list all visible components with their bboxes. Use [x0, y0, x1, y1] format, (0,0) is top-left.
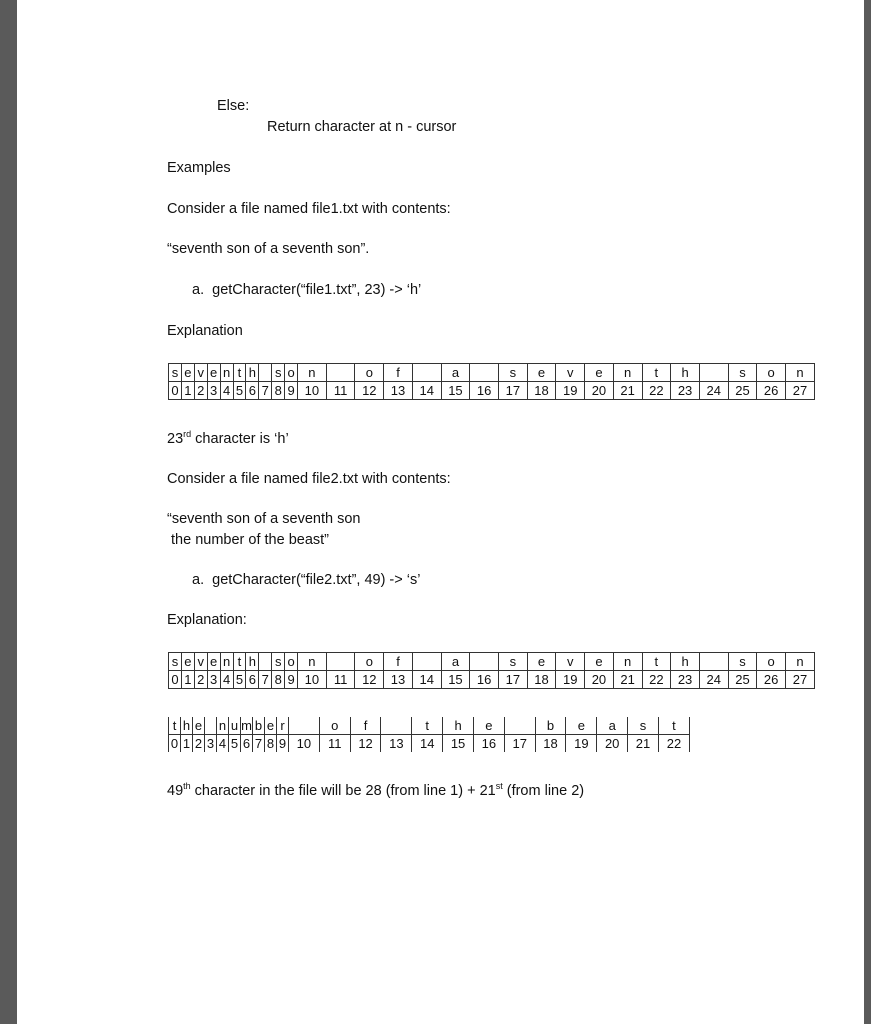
- table1-char-cell: [699, 364, 728, 382]
- table1-index-cell: 5: [233, 382, 246, 400]
- table1-index-cell: 17: [498, 382, 527, 400]
- example2-content-line2: the number of the beast”: [167, 532, 330, 548]
- table1-index-cell: 7: [259, 382, 272, 400]
- else-label: Else:: [217, 98, 250, 114]
- table3-index-cell: 19: [566, 735, 597, 753]
- example1-result-text: character is ‘h’: [191, 431, 289, 447]
- table3-index-cell: 22: [658, 735, 689, 753]
- table1-index-cell: 8: [272, 382, 285, 400]
- table2-index-cell: 4: [220, 671, 233, 689]
- table1-char-cell: o: [355, 364, 384, 382]
- example2-explanation-label: Explanation:: [167, 612, 247, 628]
- table3-index-cell: 3: [205, 735, 217, 753]
- table3-char-cell: n: [217, 717, 229, 735]
- return-line: Return character at n - cursor: [267, 119, 457, 135]
- example2-result-text: character in the file will be 28 (from line 1) + 21: [190, 783, 496, 799]
- table3-index-cell: 5: [229, 735, 241, 753]
- table1-char-cell: n: [613, 364, 642, 382]
- table2-char-cell: v: [194, 653, 207, 671]
- table2-char-cell: t: [642, 653, 671, 671]
- table2-char-cell: n: [298, 653, 327, 671]
- table1-char-cell: f: [384, 364, 413, 382]
- table1-char-cell: s: [498, 364, 527, 382]
- table1-index-cell: 22: [642, 382, 671, 400]
- table2-char-cell: [470, 653, 499, 671]
- table3-index-cell: 12: [350, 735, 381, 753]
- table1-index-cell: 20: [585, 382, 614, 400]
- table1-index-cell: 16: [470, 382, 499, 400]
- table1-char-cell: n: [220, 364, 233, 382]
- table3-char-cell: s: [628, 717, 659, 735]
- table3-char-cell: e: [473, 717, 504, 735]
- example1-result-number: 23: [167, 431, 184, 447]
- example2-result: [167, 782, 584, 800]
- table2-char-cell: [259, 653, 272, 671]
- table3-index-cell: 7: [253, 735, 265, 753]
- table3-index-cell: 10: [289, 735, 320, 753]
- table1-char-cell: s: [728, 364, 757, 382]
- table2-index-cell: 17: [498, 671, 527, 689]
- table3-index-cell: 4: [217, 735, 229, 753]
- table3-char-cell: u: [229, 717, 241, 735]
- table3-char-cell: h: [181, 717, 193, 735]
- table2-index-cell: 24: [699, 671, 728, 689]
- table1-index-cell: 24: [699, 382, 728, 400]
- table2-char-cell: o: [355, 653, 384, 671]
- table1-char-cell: s: [272, 364, 285, 382]
- table1-index-cell: 23: [671, 382, 700, 400]
- table2-index-cell: 3: [207, 671, 220, 689]
- table3-index-cell: 21: [628, 735, 659, 753]
- table2-char-cell: [326, 653, 355, 671]
- example1-result: [167, 430, 289, 448]
- table3-index-cell: 16: [473, 735, 504, 753]
- table2-index-cell: 12: [355, 671, 384, 689]
- table1-index-cell: 14: [412, 382, 441, 400]
- table3-index-cell: 6: [241, 735, 253, 753]
- table3-char-cell: e: [193, 717, 205, 735]
- table2-char-cell: o: [757, 653, 786, 671]
- table3-char-cell: m: [241, 717, 252, 733]
- table1-index-cell: 21: [613, 382, 642, 400]
- table2-index-cell: 26: [757, 671, 786, 689]
- table3-char-cell: e: [566, 717, 597, 735]
- table1-index-cell: 19: [556, 382, 585, 400]
- table2-char-cell: e: [585, 653, 614, 671]
- example2-result-suffix2: st: [495, 781, 503, 792]
- table2-index-cell: 13: [384, 671, 413, 689]
- table1-char-cell: [470, 364, 499, 382]
- table2-char-cell: s: [272, 653, 285, 671]
- table2-char-cell: s: [728, 653, 757, 671]
- table2-index-cell: 25: [728, 671, 757, 689]
- table2-index-cell: 15: [441, 671, 470, 689]
- table1-index-cell: 26: [757, 382, 786, 400]
- table3-char-cell: b: [253, 717, 265, 735]
- right-border: [864, 0, 871, 1024]
- table2-char-cell: a: [441, 653, 470, 671]
- table1-char-cell: v: [194, 364, 207, 382]
- table3-char-cell: t: [412, 717, 443, 735]
- table2-index-cell: 1: [181, 671, 194, 689]
- example1-result-suffix: rd: [183, 429, 192, 440]
- table2-char-cell: v: [556, 653, 585, 671]
- table3-index-cell: 8: [265, 735, 277, 753]
- examples-heading: Examples: [167, 160, 231, 176]
- table2-index-cell: 6: [246, 671, 259, 689]
- table2-char-cell: n: [613, 653, 642, 671]
- example2-content-line1: “seventh son of a seventh son: [167, 511, 361, 527]
- example2-result-number: 49: [167, 783, 184, 799]
- example1-content: “seventh son of a seventh son”.: [167, 241, 370, 257]
- table2-char-cell: e: [181, 653, 194, 671]
- left-border: [0, 0, 17, 1024]
- table1-index-cell: 10: [298, 382, 327, 400]
- table3-char-cell: e: [265, 717, 277, 735]
- table1-char-cell: h: [246, 364, 259, 382]
- table1-char-cell: s: [169, 364, 182, 382]
- table3-char-cell: a: [597, 717, 628, 735]
- table2-index-cell: 14: [412, 671, 441, 689]
- table3-char-cell: [504, 717, 535, 735]
- line1-char-table-2: [168, 652, 815, 689]
- table1-char-cell: n: [298, 364, 327, 382]
- table1-char-cell: a: [441, 364, 470, 382]
- table1-char-cell: e: [527, 364, 556, 382]
- table1-char-cell: t: [233, 364, 246, 382]
- table1-index-cell: 15: [441, 382, 470, 400]
- table2-char-cell: [412, 653, 441, 671]
- table3-index-cell: 17: [504, 735, 535, 753]
- table1-index-cell: 9: [285, 382, 298, 400]
- table2-char-cell: n: [786, 653, 815, 671]
- table2-index-cell: 5: [233, 671, 246, 689]
- table3-char-cell: h: [443, 717, 474, 735]
- table3-char-cell: t: [169, 717, 181, 735]
- table2-char-cell: n: [220, 653, 233, 671]
- table2-index-cell: 8: [272, 671, 285, 689]
- example2-result-end: (from line 2): [502, 783, 585, 799]
- table1-char-cell: n: [786, 364, 815, 382]
- table1-char-cell: e: [181, 364, 194, 382]
- example2-intro: Consider a file named file2.txt with contents:: [167, 471, 451, 487]
- table3-char-cell: [381, 717, 412, 735]
- table1-index-cell: 27: [786, 382, 815, 400]
- table1-char-cell: v: [556, 364, 585, 382]
- table2-char-cell: t: [233, 653, 246, 671]
- table1-index-cell: 3: [207, 382, 220, 400]
- table1-char-cell: [259, 364, 272, 382]
- table2-index-cell: 7: [259, 671, 272, 689]
- example2-call: a. getCharacter(“file2.txt”, 49) -> ‘s’: [192, 572, 421, 588]
- example1-call: a. getCharacter(“file1.txt”, 23) -> ‘h’: [192, 282, 422, 298]
- table3-index-cell: 1: [181, 735, 193, 753]
- table2-index-cell: 23: [671, 671, 700, 689]
- table2-index-cell: 11: [326, 671, 355, 689]
- example2-result-suffix: th: [183, 781, 191, 792]
- table2-char-cell: e: [207, 653, 220, 671]
- table2-index-cell: 16: [470, 671, 499, 689]
- table2-index-cell: 22: [642, 671, 671, 689]
- table2-char-cell: h: [246, 653, 259, 671]
- table3-index-cell: 11: [319, 735, 350, 753]
- table3-char-cell: o: [319, 717, 350, 735]
- table1-char-cell: o: [285, 364, 298, 382]
- table1-index-cell: 18: [527, 382, 556, 400]
- table1-char-cell: [412, 364, 441, 382]
- table1-index-cell: 13: [384, 382, 413, 400]
- table1-index-cell: 11: [326, 382, 355, 400]
- table2-char-cell: e: [527, 653, 556, 671]
- table2-index-cell: 9: [285, 671, 298, 689]
- table3-index-cell: 18: [535, 735, 566, 753]
- table2-char-cell: s: [169, 653, 182, 671]
- table2-char-cell: [699, 653, 728, 671]
- table3-char-cell: [289, 717, 320, 735]
- table2-index-cell: 10: [298, 671, 327, 689]
- table1-index-cell: 4: [220, 382, 233, 400]
- table3-index-cell: 14: [412, 735, 443, 753]
- table2-index-cell: 21: [613, 671, 642, 689]
- table3-index-cell: 9: [277, 735, 289, 753]
- table3-char-cell: r: [277, 717, 289, 735]
- table2-index-cell: 27: [786, 671, 815, 689]
- table1-char-cell: h: [671, 364, 700, 382]
- table2-char-cell: o: [285, 653, 298, 671]
- table2-index-cell: 18: [527, 671, 556, 689]
- table1-index-cell: 1: [181, 382, 194, 400]
- table1-char-cell: e: [585, 364, 614, 382]
- example1-explanation-label: Explanation: [167, 323, 243, 339]
- table1-index-cell: 2: [194, 382, 207, 400]
- table2-index-cell: 20: [585, 671, 614, 689]
- table3-index-cell: 20: [597, 735, 628, 753]
- table3-char-cell: t: [658, 717, 689, 735]
- table2-index-cell: 0: [169, 671, 182, 689]
- table1-index-cell: 0: [169, 382, 182, 400]
- line2-char-table: [168, 717, 690, 752]
- table2-char-cell: h: [671, 653, 700, 671]
- table1-char-cell: t: [642, 364, 671, 382]
- table3-char-cell: [205, 717, 217, 735]
- table2-char-cell: f: [384, 653, 413, 671]
- table3-index-cell: 0: [169, 735, 181, 753]
- table1-char-cell: [326, 364, 355, 382]
- example1-intro: Consider a file named file1.txt with contents:: [167, 201, 451, 217]
- table3-char-cell: b: [535, 717, 566, 735]
- table3-char-cell: f: [350, 717, 381, 735]
- line1-char-table: [168, 363, 815, 400]
- table1-index-cell: 12: [355, 382, 384, 400]
- table2-index-cell: 2: [194, 671, 207, 689]
- document-page: [17, 0, 864, 1024]
- table3-index-cell: 2: [193, 735, 205, 753]
- table2-char-cell: s: [498, 653, 527, 671]
- table3-index-cell: 15: [443, 735, 474, 753]
- table2-index-cell: 19: [556, 671, 585, 689]
- table1-char-cell: e: [207, 364, 220, 382]
- table3-index-cell: 13: [381, 735, 412, 753]
- table1-index-cell: 25: [728, 382, 757, 400]
- table1-index-cell: 6: [246, 382, 259, 400]
- table1-char-cell: o: [757, 364, 786, 382]
